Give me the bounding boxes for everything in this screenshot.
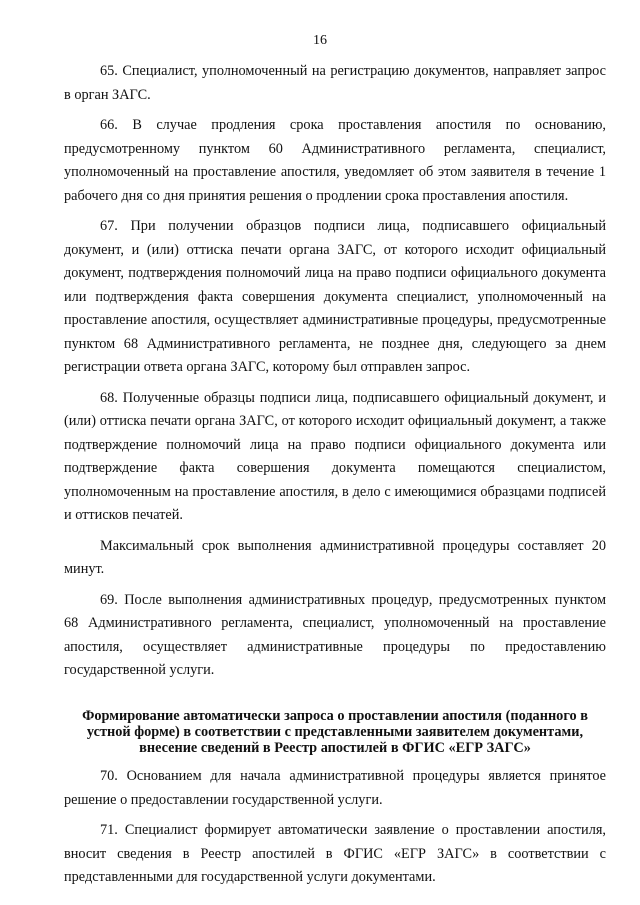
paragraph-69: 69. После выполнения административных процедур, предусмотренных пунктом 68 Административного регламента, специалист, уполномоченный на проставление апостиля, осуществляет административные процедуры по предоставлению государственной услуги. bbox=[64, 591, 606, 678]
paragraph-max-time: Максимальный срок выполнения административной процедуры составляет 20 минут. bbox=[64, 537, 606, 577]
paragraph-71: 71. Специалист формирует автоматически заявление о проставлении апостиля, вносит сведения в Реестр апостилей в ФГИС «ЕГР ЗАГС» в соответствии с представленными для государственной услуги документами. bbox=[64, 822, 606, 886]
paragraph-66: 66. В случае продления срока проставления апостиля по основанию, предусмотренному пунктом 60 Административного регламента, специалист, уполномоченный на проставление апостиля, уведомляет об этом заявителя в течение 1 рабочего дня со дня принятия решения о продлении срока проставления апостиля. bbox=[64, 117, 606, 204]
paragraph-68: 68. Полученные образцы подписи лица, подписавшего официальный документ, и (или) оттиска печати органа ЗАГС, от которого исходит официальный документ, а также подтверждение полномочий лица на право подписи официального документа или подтверждение факта совершения документа помещаются специалистом, уполномоченным на проставление апостиля, в дело с имеющимися образцами подписей и оттисков печатей. bbox=[64, 389, 606, 523]
paragraph-70: 70. Основанием для начала административной процедуры является принятое решение о предоставлении государственной услуги. bbox=[64, 768, 606, 808]
page-number: 16 bbox=[313, 33, 327, 48]
section-heading: Формирование автоматически запроса о проставлении апостиля (поданного в устной форме) в соответствии с представленными заявителем документами, внесение сведений в Реестр апостилей в ФГИС «ЕГР ЗАГС» bbox=[82, 707, 588, 757]
document-body bbox=[64, 60, 606, 890]
paragraph-67: 67. При получении образцов подписи лица, подписавшего официальный документ, и (или) оттиска печати органа ЗАГС, от которого исходит официальный документ, подтверждения полномочий лица на право подписи официального документа или подтверждения факта совершения документа специалист, уполномоченный на проставление апостиля, осуществляет административные процедуры, предусмотренные пунктом 68 Административного регламента, не позднее дня, следующего за днем регистрации ответа органа ЗАГС, которому был отправлен запрос. bbox=[64, 218, 606, 375]
paragraph-65: 65. Специалист, уполномоченный на регистрацию документов, направляет запрос в орган ЗАГС. bbox=[64, 63, 606, 103]
